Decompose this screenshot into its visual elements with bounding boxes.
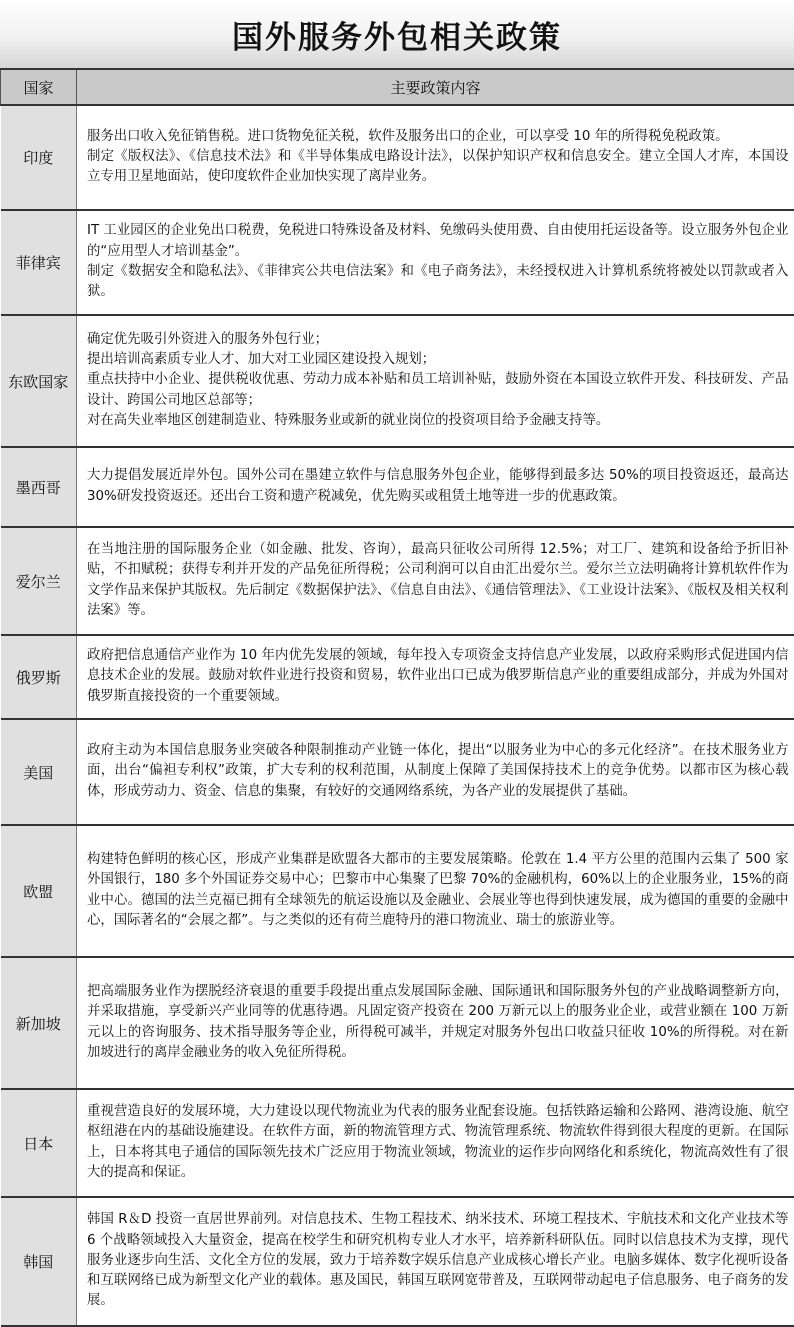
policy-paragraph: 在当地注册的国际服务企业（如金融、批发、咨询），最高只征收公司所得 12.5%；对工厂、建筑和设备给予折旧补贴，不扣赋税；获得专利并开发的产品免征所得税；公司利润可以自由汇出爱尔兰。爱尔兰立法明确将计算机软件作为文学作品来保护其版权。先后制定《数据保护法》、《信息自由法》、《通信管理法》、《工业设计法案》、《版权及相关权利法案》等。 xyxy=(87,540,789,621)
policy-paragraph: 制定《版权法》、《信息技术法》和《半导体集成电路设计法》，以保护知识产权和信息安全。建立全国人才库，本国设立专用卫星地面站，使印度软件企业加快实现了离岸业务。 xyxy=(87,147,789,188)
country-cell: 美国 xyxy=(1,719,77,825)
table-row xyxy=(1,315,794,447)
policy-paragraph: 制定《数据安全和隐私法》、《菲律宾公共电信法案》和《电子商务法》，未经授权进入计算机系统将被处以罚款或者入狱。 xyxy=(87,262,789,303)
table-row xyxy=(1,635,794,719)
table-row xyxy=(1,527,794,635)
table-row xyxy=(1,957,794,1089)
policy-cell xyxy=(77,719,794,825)
policy-cell xyxy=(77,315,794,447)
table-row xyxy=(1,719,794,825)
table-row xyxy=(1,1089,794,1197)
country-cell: 东欧国家 xyxy=(1,315,77,447)
policy-paragraph: 重视营造良好的发展环境，大力建设以现代物流业为代表的服务业配套设施。包括铁路运输和公路网、港湾设施、航空枢纽港在内的基础设施建设。在软件方面，新的物流管理方式、物流管理系统、物流软件得到很大程度的更新。在国际上，日本将其电子通信的国际领先技术广泛应用于物流业领域，物流业的运作步向网络化和系统化，物流高效性有了很大的提高和保证。 xyxy=(87,1102,789,1183)
policy-paragraph: 对在高失业率地区创建制造业、特殊服务业或新的就业岗位的投资项目给予金融支持等。 xyxy=(87,411,789,431)
policy-cell xyxy=(77,527,794,635)
policy-paragraph: 大力提倡发展近岸外包。国外公司在墨建立软件与信息服务外包企业，能够得到最多达 50%的项目投资返还，最高达 30%研发投资返还。还出台工资和遗产税减免，优先购买或租赁土地等进一步的优惠政策。 xyxy=(87,466,789,507)
column-header-country: 国家 xyxy=(1,69,77,105)
policy-cell xyxy=(77,1197,794,1326)
policy-cell xyxy=(77,447,794,527)
policy-cell xyxy=(77,635,794,719)
policy-paragraph: 韩国 R＆D 投资一直居世界前列。对信息技术、生物工程技术、纳米技术、环境工程技术、宇航技术和文化产业技术等 6 个战略领域投入大量资金，提高在校学生和研究机构专业人才水平，培养新科研队伍。同时以信息技术为支撑，现代服务业逐步向生活、文化全方位的发展，致力于培养数字娱乐信息产业成核心增长产业。电脑多媒体、数字化视听设备和互联网络已成为新型文化产业的载体。惠及国民，韩国互联网宽带普及，互联网带动起电子信息服务、电子商务的发展。 xyxy=(87,1210,789,1311)
country-cell: 新加坡 xyxy=(1,957,77,1089)
country-cell: 菲律宾 xyxy=(1,210,77,315)
table-row xyxy=(1,210,794,315)
policy-cell xyxy=(77,825,794,957)
table-header-row xyxy=(1,69,794,105)
policy-paragraph: 重点扶持中小企业、提供税收优惠、劳动力成本补贴和员工培训补贴，鼓励外资在本国设立软件开发、科技研发、产品设计、跨国公司地区总部等； xyxy=(87,370,789,411)
title-band xyxy=(0,0,794,68)
policy-cell xyxy=(77,210,794,315)
table-row xyxy=(1,447,794,527)
policy-paragraph: 政府主动为本国信息服务业突破各种限制推动产业链一体化，提出“以服务业为中心的多元化经济”。在技术服务业方面，出台“偏袒专利权”政策，扩大专利的权利范围，从制度上保障了美国保持技术上的竞争优势。以都市区为核心载体，形成劳动力、资金、信息的集聚，有较好的交通网络系统，为各产业的发展提供了基础。 xyxy=(87,741,789,802)
country-cell: 欧盟 xyxy=(1,825,77,957)
column-header-policy: 主要政策内容 xyxy=(77,69,794,105)
policy-paragraph: 政府把信息通信产业作为 10 年内优先发展的领域，每年投入专项资金支持信息产业发展，以政府采购形式促进国内信息技术企业的发展。鼓励对软件业进行投资和贸易，软件业出口已成为俄罗斯信息产业的重要组成部分，并成为外国对俄罗斯直接投资的一个重要领域。 xyxy=(87,646,789,707)
policy-paragraph: 提出培训高素质专业人才、加大对工业园区建设投入规划； xyxy=(87,350,789,370)
table-row xyxy=(1,105,794,210)
policy-paragraph: 把高端服务业作为摆脱经济衰退的重要手段提出重点发展国际金融、国际通讯和国际服务外包的产业战略调整新方向，并采取措施，享受新兴产业同等的优惠待遇。凡固定资产投资在 200 万新元以上的服务业企业，或营业额在 100 万新元以上的咨询服务、技术指导服务等企业，所得税可减半，并规定对服务外包出口收益只征收 10%的所得税。对在新加坡进行的离岸金融业务的收入免征所得税。 xyxy=(87,982,789,1063)
country-cell: 爱尔兰 xyxy=(1,527,77,635)
policy-paragraph: 服务出口收入免征销售税。进口货物免征关税，软件及服务出口的企业，可以享受 10 年的所得税免税政策。 xyxy=(87,127,789,147)
page-title: 国外服务外包相关政策 xyxy=(232,12,562,57)
policy-table xyxy=(0,68,794,1327)
policy-cell xyxy=(77,957,794,1089)
policy-cell xyxy=(77,105,794,210)
country-cell: 俄罗斯 xyxy=(1,635,77,719)
policy-paragraph: IT 工业园区的企业免出口税费，免税进口特殊设备及材料、免缴码头使用费、自由使用托运设备等。设立服务外包企业的“应用型人才培训基金”。 xyxy=(87,221,789,262)
table-row xyxy=(1,1197,794,1326)
policy-paragraph: 确定优先吸引外资进入的服务外包行业； xyxy=(87,330,789,350)
table-row xyxy=(1,825,794,957)
country-cell: 印度 xyxy=(1,105,77,210)
policy-paragraph: 构建特色鲜明的核心区，形成产业集群是欧盟各大都市的主要发展策略。伦敦在 1.4 平方公里的范围内云集了 500 家外国银行，180 多个外国证券交易中心；巴黎市中心集聚了巴黎 70%的金融机构，60%以上的企业服务业，15%的商业中心。德国的法兰克福已拥有全球领先的航运设施以及金融业、会展业等也得到快速发展，成为德国的重要的金融中心，国际著名的“会展之都”。与之类似的还有荷兰鹿特丹的港口物流业、瑞士的旅游业等。 xyxy=(87,850,789,931)
country-cell: 韩国 xyxy=(1,1197,77,1326)
policy-cell xyxy=(77,1089,794,1197)
country-cell: 墨西哥 xyxy=(1,447,77,527)
country-cell: 日本 xyxy=(1,1089,77,1197)
